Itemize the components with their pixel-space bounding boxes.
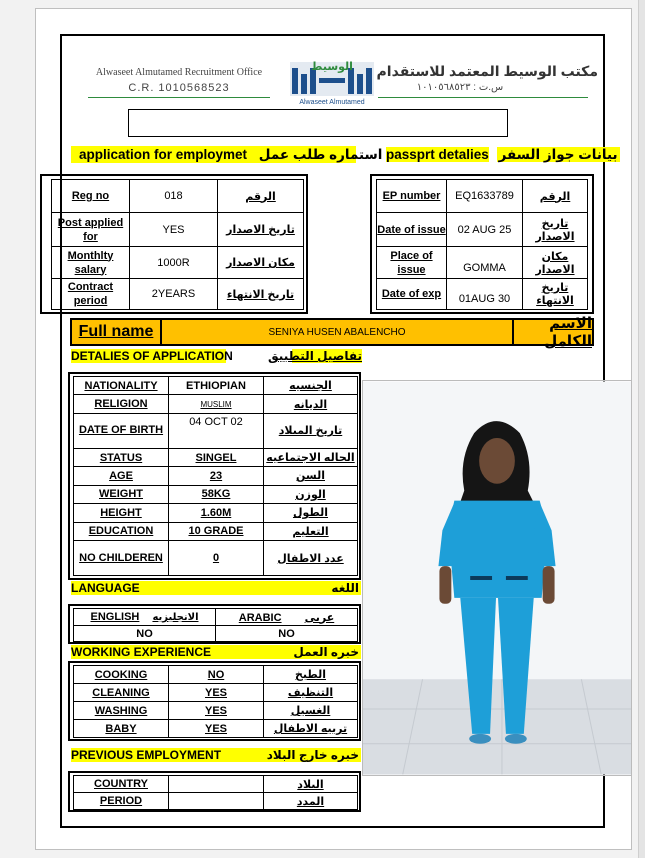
table-row [377, 279, 588, 310]
age-label-ar: السن [264, 467, 358, 485]
passport-title [386, 146, 618, 163]
period-label-ar: المدد [264, 793, 358, 810]
age-label: AGE [74, 467, 169, 485]
previous-box [68, 771, 361, 812]
passport-title-en: passprt detalies [386, 147, 489, 162]
birth-date-label-ar: تاريخ الميلاد [264, 413, 358, 448]
header-divider-right [378, 97, 588, 98]
job-table [51, 179, 304, 310]
expiry-date-value: 01AUG 30 [447, 279, 523, 310]
table-row [74, 684, 358, 702]
language-box [68, 604, 361, 644]
english-label-ar: الانجليزيه [152, 612, 199, 623]
washing-label: WASHING [74, 702, 169, 720]
weight-label-ar: الوزن [264, 485, 358, 503]
education-label: EDUCATION [74, 522, 169, 540]
reference-box [128, 109, 508, 137]
application-title-en: application for employmet [79, 147, 248, 162]
experience-section-title: WORKING EXPERIENCE [71, 645, 212, 659]
children-label: NO CHILDEREN [74, 541, 169, 576]
period-label: PERIOD [74, 793, 169, 810]
cooking-label-ar: الطبخ [264, 666, 358, 684]
country-label: COUNTRY [74, 776, 169, 793]
previous-table [73, 775, 358, 810]
full-name-band [70, 315, 594, 350]
applicant-photo [362, 380, 632, 776]
language-section-title: LANGUAGE [71, 581, 140, 595]
reg-no-value: 018 [130, 180, 218, 213]
experience-section-band [71, 645, 361, 659]
details-section-title: DETALIES OF APPLICATION [71, 349, 233, 363]
passport-title-ar: بيانات جواز السفر [498, 147, 618, 162]
birth-date-label: DATE OF BIRTH [74, 413, 169, 448]
language-section-band [71, 581, 361, 595]
table-row [74, 541, 358, 576]
ep-number-value: EQ1633789 [447, 180, 523, 213]
passport-table [376, 179, 588, 310]
table-row [74, 720, 358, 738]
salary-label: Monthlty salary [52, 247, 130, 279]
language-table [73, 608, 358, 642]
full-name-label: Full name [72, 320, 162, 344]
table-row [74, 626, 358, 642]
application-title [71, 146, 383, 163]
arabic-label-ar: عربى [304, 611, 335, 624]
details-box [68, 372, 361, 580]
height-label: HEIGHT [74, 504, 169, 522]
english-label-cell [74, 609, 216, 626]
arabic-value: NO [216, 626, 358, 642]
table-row [74, 448, 358, 466]
issue-place-label: Place of issue [377, 247, 447, 279]
ep-number-label-ar: الرقم [523, 180, 588, 213]
age-value: 23 [169, 467, 264, 485]
issue-date-value: 02 AUG 25 [447, 213, 523, 247]
nationality-label-ar: الجنسيه [264, 377, 358, 395]
face [479, 438, 515, 484]
table-row [74, 609, 358, 626]
salary-label-ar: مكان الاصدار [218, 247, 304, 279]
baby-label: BABY [74, 720, 169, 738]
religion-label-ar: الديانه [264, 395, 358, 413]
details-section-title-ar: تفاصيل التطبيق [267, 349, 362, 363]
issue-date-label-ar: تاريخ الاصدار [523, 213, 588, 247]
english-value: NO [74, 626, 216, 642]
experience-box [68, 661, 361, 741]
full-name-value: SENIYA HUSEN ABALENCHO [268, 326, 406, 338]
table-row [74, 776, 358, 793]
religion-label: RELIGION [74, 395, 169, 413]
nationality-label: NATIONALITY [74, 377, 169, 395]
cleaning-label-ar: التنظيف [264, 684, 358, 702]
children-label-ar: عدد الاطفال [264, 541, 358, 576]
english-label: ENGLISH [90, 611, 140, 623]
cr-number-en: C.R. 1010568523 [128, 82, 230, 94]
table-row [377, 180, 588, 213]
education-label-ar: التعليم [264, 522, 358, 540]
table-row [74, 522, 358, 540]
contract-period-label-ar: تاريخ الانتهاء [218, 279, 304, 310]
logo-caption: Alwaseet Almutamed [299, 99, 365, 106]
table-row [74, 395, 358, 413]
table-row [74, 702, 358, 720]
contract-period-value: 2YEARS [130, 279, 218, 310]
company-name-ar: مكتب الوسيط المعتمد للاستقدام [376, 63, 598, 79]
baby-value: YES [169, 720, 264, 738]
country-label-ar: البلاد [264, 776, 358, 793]
salary-value: 1000R [130, 247, 218, 279]
nationality-value: ETHIOPIAN [169, 377, 264, 395]
post-applied-label-ar: تاريخ الاصدار [218, 213, 304, 247]
period-value [169, 793, 264, 810]
status-label-ar: الحاله الاجتماعيه [264, 448, 358, 466]
post-applied-label: Post applied for [52, 213, 130, 247]
table-row [377, 213, 588, 247]
table-row [74, 504, 358, 522]
table-row [52, 180, 304, 213]
table-row [52, 279, 304, 310]
birth-date-value: 04 OCT 02 [169, 413, 264, 448]
weight-label: WEIGHT [74, 485, 169, 503]
washing-value: YES [169, 702, 264, 720]
arabic-label: ARABIC [238, 611, 282, 624]
previous-section-title-ar: خبره خارج البلاد [266, 748, 359, 762]
previous-section-band [71, 748, 361, 762]
experience-section-title-ar: خبره العمل [293, 645, 359, 659]
baby-label-ar: تربيه الاطفال [264, 720, 358, 738]
passport-box [370, 174, 594, 314]
education-value: 10 GRADE [169, 522, 264, 540]
issue-place-label-ar: مكان الاصدار [523, 247, 588, 279]
details-table [73, 376, 358, 576]
language-section-title-ar: اللغه [331, 581, 359, 595]
religion-value: MUSLIM [169, 395, 264, 413]
vertical-scrollbar[interactable] [638, 0, 645, 858]
weight-value: 58KG [169, 485, 264, 503]
uniform-top [448, 501, 547, 598]
height-value: 1.60M [169, 504, 264, 522]
full-name-label-ar: الاسم الكامل [512, 320, 592, 344]
logo-text: الوسيط [311, 60, 353, 73]
ep-number-label: EP number [377, 180, 447, 213]
height-label-ar: الطول [264, 504, 358, 522]
status-label: STATUS [74, 448, 169, 466]
contract-period-label: Contract period [52, 279, 130, 310]
company-name-en: Alwaseet Almutamed Recruitment Office [95, 67, 263, 78]
issue-date-label: Date of issue [377, 213, 447, 247]
status-value: SINGEL [169, 448, 264, 466]
reg-no-label-ar: الرقم [218, 180, 304, 213]
job-box [40, 174, 308, 314]
arabic-label-cell [216, 609, 358, 626]
table-row [74, 377, 358, 395]
expiry-date-label-ar: تاريخ الانتهاء [523, 279, 588, 310]
cleaning-value: YES [169, 684, 264, 702]
country-value [169, 776, 264, 793]
expiry-date-label: Date of exp [377, 279, 447, 310]
cr-number-ar: س.ت : ١٠١٠٥٦٨٥٢٣ [416, 82, 504, 93]
table-row [74, 793, 358, 810]
cooking-value: NO [169, 666, 264, 684]
cleaning-label: CLEANING [74, 684, 169, 702]
table-row [74, 413, 358, 448]
table-row [52, 247, 304, 279]
table-row [377, 247, 588, 279]
application-title-ar: استماره طلب عمل [258, 147, 383, 162]
table-row [74, 467, 358, 485]
cooking-label: COOKING [74, 666, 169, 684]
reg-no-label: Reg no [52, 180, 130, 213]
issue-place-value: GOMMA [447, 247, 523, 279]
experience-table [73, 665, 358, 738]
header-divider-left [88, 97, 270, 98]
table-row [52, 213, 304, 247]
post-applied-value: YES [130, 213, 218, 247]
table-row [74, 666, 358, 684]
children-value: 0 [169, 541, 264, 576]
washing-label-ar: الغسيل [264, 702, 358, 720]
previous-section-title: PREVIOUS EMPLOYMENT [71, 748, 222, 762]
table-row [74, 485, 358, 503]
